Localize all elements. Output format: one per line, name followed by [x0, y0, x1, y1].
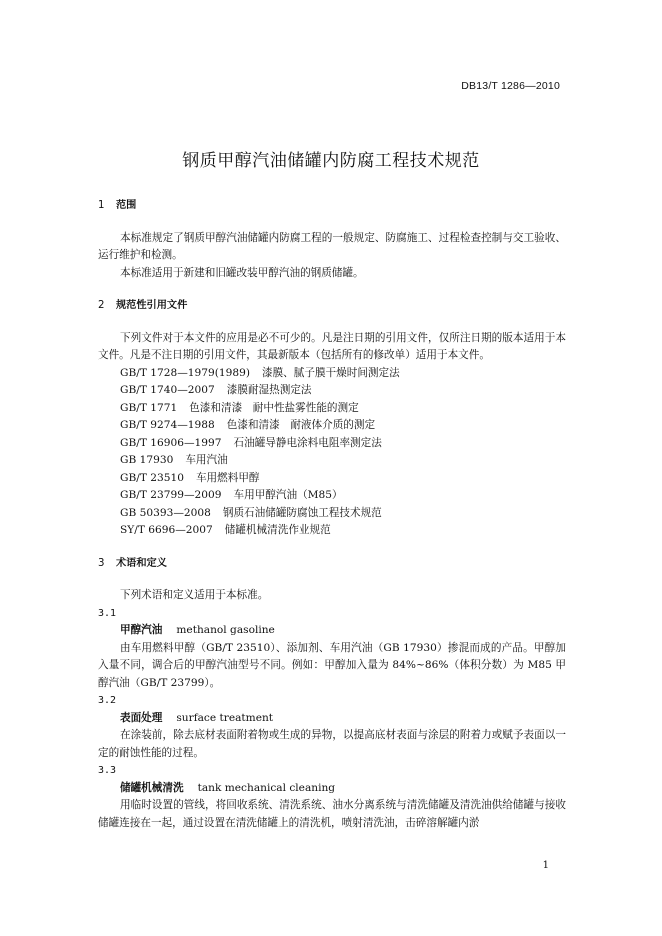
paragraph: 下列术语和定义适用于本标准。 — [120, 589, 269, 601]
reference-name: 车用汽油 — [185, 454, 228, 466]
paragraph: 本标准适用于新建和旧罐改装甲醇汽油的钢质储罐。 — [120, 266, 364, 279]
reference-item — [98, 470, 566, 488]
section-number: 2 — [98, 300, 105, 311]
term-heading — [98, 710, 566, 728]
reference-code: GB/T 16906—1997 — [120, 436, 222, 449]
section-number: 1 — [98, 200, 105, 211]
reference-item — [98, 505, 566, 523]
reference-name: 储罐机械清洗作业规范 — [224, 524, 331, 536]
reference-item — [98, 452, 566, 470]
reference-code: GB/T 1771 — [120, 401, 178, 414]
reference-list — [98, 365, 566, 540]
section-title: 规范性引用文件 — [116, 300, 188, 311]
term-zh: 表面处理 — [120, 711, 163, 724]
reference-name: 车用燃料甲醇 — [195, 471, 260, 484]
reference-name: 漆膜、腻子膜干燥时间测定法 — [262, 366, 400, 379]
section-heading-terms — [98, 555, 566, 573]
term-zh: 储罐机械清洗 — [120, 781, 184, 794]
term-heading — [98, 780, 566, 798]
paragraph: 本标准规定了钢质甲醇汽油储罐内防腐工程的一般规定、防腐施工、过程检查控制与交工验收、运行维护和检测。 — [98, 231, 566, 261]
term-number: 3.2 — [98, 695, 117, 706]
reference-code: GB 17930 — [120, 454, 174, 466]
document-code: DB13/T 1286—2010 — [461, 80, 560, 92]
reference-code: GB/T 23799—2009 — [120, 489, 222, 501]
reference-name: 漆膜耐湿热测定法 — [226, 384, 312, 396]
section-title: 术语和定义 — [116, 557, 167, 569]
reference-code: GB/T 9274—1988 — [120, 419, 215, 431]
reference-item — [98, 382, 566, 400]
reference-name: 车用甲醇汽油（M85） — [233, 489, 343, 501]
reference-item — [98, 400, 566, 418]
term-en: methanol gasoline — [176, 624, 275, 636]
reference-name: 钢质石油储罐防腐蚀工程技术规范 — [222, 506, 382, 519]
reference-item — [98, 522, 566, 540]
reference-code: GB/T 1728—1979(1989) — [120, 366, 250, 379]
reference-code: SY/T 6696—2007 — [120, 524, 213, 536]
term-definition: 用临时设置的管线，将回收系统、清洗系统、油水分离系统与清洗储罐及清洗油供给储罐与接收储罐连接在一起，通过设置在清洗储罐上的清洗机，喷射清洗油，击碎溶解罐内淤 — [98, 799, 566, 829]
term-en: tank mechanical cleaning — [197, 781, 336, 794]
paragraph: 下列文件对于本文件的应用是必不可少的。凡是注日期的引用文件，仅所注日期的版本适用于本文件。凡是不注日期的引用文件，其最新版本（包括所有的修改单）适用于本文件。 — [98, 331, 566, 361]
reference-code: GB/T 1740—2007 — [120, 384, 215, 396]
reference-item — [98, 435, 566, 453]
section-title: 范围 — [116, 200, 137, 211]
reference-item — [98, 487, 566, 505]
reference-name: 色漆和清漆 耐中性盐雾性能的测定 — [189, 401, 359, 414]
document-body — [98, 197, 566, 832]
term-number: 3.3 — [98, 765, 117, 776]
document-title: 钢质甲醇汽油储罐内防腐工程技术规范 — [182, 151, 480, 171]
reference-item — [98, 365, 566, 383]
term-zh: 甲醇汽油 — [120, 624, 163, 636]
term-heading — [98, 622, 566, 640]
reference-name: 色漆和清漆 耐液体介质的测定 — [226, 419, 376, 431]
page-number: 1 — [542, 860, 549, 871]
reference-code: GB/T 23510 — [120, 471, 184, 484]
section-number: 3 — [98, 557, 105, 569]
term-definition: 在涂装前，除去底材表面附着物或生成的异物，以提高底材表面与涂层的附着力或赋予表面以一定的耐蚀性能的过程。 — [98, 729, 566, 759]
reference-item — [98, 417, 566, 435]
section-heading-refs — [98, 297, 566, 315]
term-definition: 由车用燃料甲醇（GB/T 23510）、添加剂、车用汽油（GB 17930）掺混而成的产品。甲醇加入量不同，调合后的甲醇汽油型号不同。例如：甲醇加入量为 84%~86%（体积分数）为 M85 甲醇汽油（GB/T 23799）。 — [98, 641, 566, 689]
term-number: 3.1 — [98, 607, 117, 619]
term-en: surface treatment — [176, 711, 274, 724]
reference-name: 石油罐导静电涂料电阻率测定法 — [233, 436, 382, 449]
section-heading-scope — [98, 197, 566, 215]
reference-code: GB 50393—2008 — [120, 506, 211, 519]
